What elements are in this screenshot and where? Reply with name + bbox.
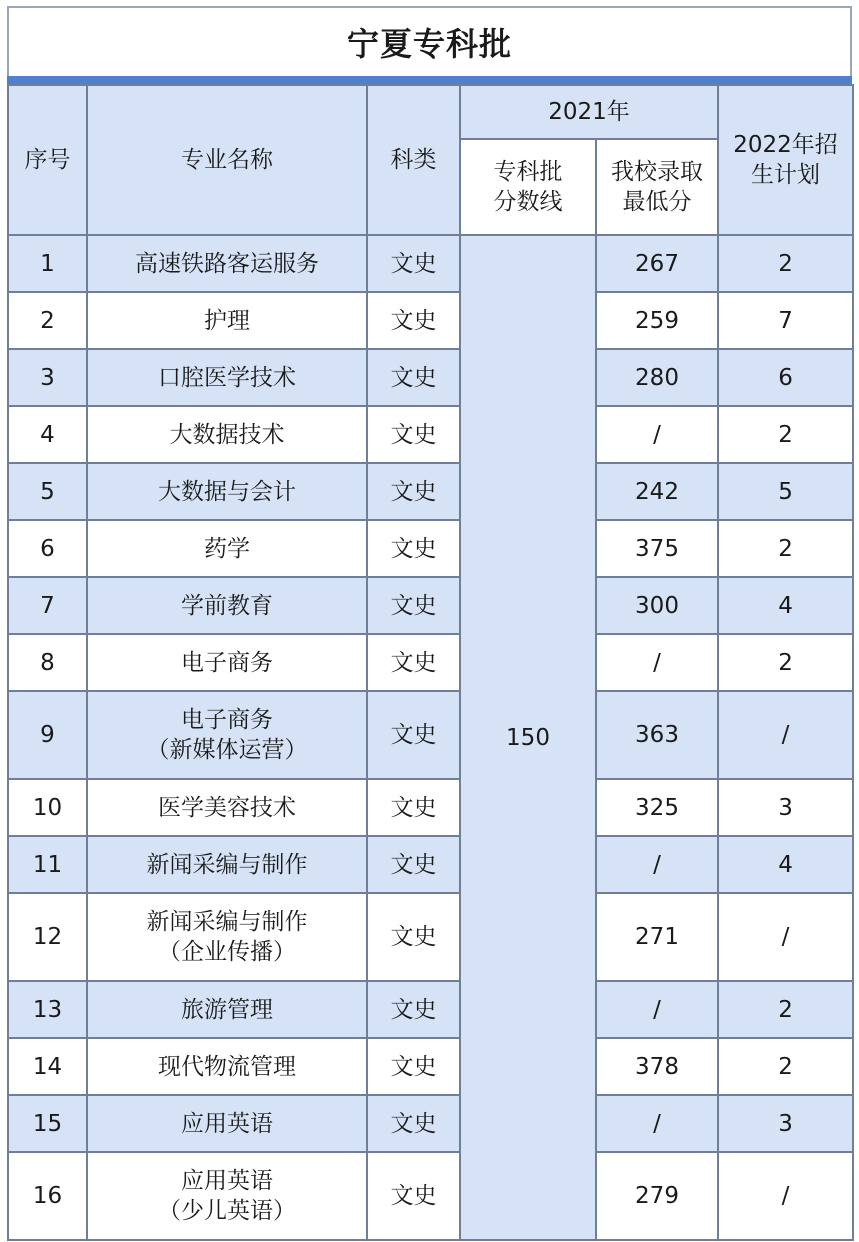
cell-category: 文史 [367,1038,460,1095]
cell-category: 文史 [367,292,460,349]
cell-category: 文史 [367,836,460,893]
header-plan-line: 2022年招 [733,132,838,158]
cell-major [87,577,367,634]
table-row [8,691,853,779]
major-name-line: 新闻采编与制作 [146,909,308,935]
table-row [8,1038,853,1095]
cell-min-score: 267 [596,235,718,292]
cell-seq: 16 [8,1152,87,1240]
cell-min-score: 375 [596,520,718,577]
cell-batch-line: 150 [460,235,596,1240]
header-year-2021: 2021年 [460,85,718,139]
cell-major [87,235,367,292]
cell-min-score: 325 [596,779,718,836]
major-name-line: 学前教育 [181,592,273,619]
major-name-line: （少儿英语） [158,1198,296,1224]
cell-category: 文史 [367,779,460,836]
cell-seq: 11 [8,836,87,893]
cell-category: 文史 [367,691,460,779]
cell-category: 文史 [367,577,460,634]
cell-plan: / [718,893,853,981]
cell-plan: 2 [718,406,853,463]
table-row [8,577,853,634]
major-name-line: （企业传播） [158,939,296,965]
cell-plan: 2 [718,235,853,292]
cell-seq: 8 [8,634,87,691]
major-name-line: 护理 [204,307,250,334]
header-major: 专业名称 [87,85,367,235]
cell-plan: 2 [718,520,853,577]
cell-seq: 9 [8,691,87,779]
table-row [8,893,853,981]
cell-major [87,836,367,893]
major-name-line: 新闻采编与制作 [146,851,308,878]
cell-major [87,292,367,349]
header-plan-line: 生计划 [751,162,821,188]
title-bar [7,6,852,76]
cell-category: 文史 [367,349,460,406]
header-batch-line-text: 分数线 [493,189,563,215]
major-name-line: 电子商务 [181,649,273,676]
table-row [8,634,853,691]
cell-major [87,463,367,520]
header-min-score-text: 我校录取 [611,159,703,185]
cell-major [87,349,367,406]
cell-major [87,893,367,981]
cell-min-score: / [596,634,718,691]
cell-category: 文史 [367,634,460,691]
major-name-line: 口腔医学技术 [158,364,296,391]
cell-seq: 12 [8,893,87,981]
cell-plan: 5 [718,463,853,520]
cell-min-score: 280 [596,349,718,406]
cell-major [87,406,367,463]
cell-plan: 4 [718,577,853,634]
cell-seq: 5 [8,463,87,520]
cell-seq: 4 [8,406,87,463]
header-batch-line [460,139,596,235]
cell-min-score: 271 [596,893,718,981]
header-category: 科类 [367,85,460,235]
table-row [8,406,853,463]
cell-major [87,981,367,1038]
cell-min-score: 300 [596,577,718,634]
table-row [8,1095,853,1152]
table-row [8,981,853,1038]
cell-major [87,691,367,779]
major-name-line: 电子商务 [181,707,273,733]
cell-category: 文史 [367,1095,460,1152]
cell-category: 文史 [367,1152,460,1240]
cell-major [87,1095,367,1152]
header-plan-2022 [718,85,853,235]
table-row [8,779,853,836]
cell-category: 文史 [367,406,460,463]
cell-seq: 3 [8,349,87,406]
cell-category: 文史 [367,463,460,520]
cell-category: 文史 [367,981,460,1038]
cell-min-score: / [596,1095,718,1152]
cell-plan: 6 [718,349,853,406]
cell-major [87,1038,367,1095]
table-row [8,463,853,520]
cell-min-score: / [596,836,718,893]
cell-plan: 2 [718,981,853,1038]
cell-seq: 6 [8,520,87,577]
cell-min-score: 259 [596,292,718,349]
cell-plan: 3 [718,1095,853,1152]
cell-seq: 14 [8,1038,87,1095]
header-min-score [596,139,718,235]
admission-table [7,84,854,1241]
cell-seq: 1 [8,235,87,292]
table-row [8,235,853,292]
major-name-line: 应用英语 [181,1168,273,1194]
cell-major [87,1152,367,1240]
cell-min-score: 378 [596,1038,718,1095]
cell-plan: / [718,1152,853,1240]
page-title: 宁夏专科批 [346,25,512,63]
cell-min-score: 279 [596,1152,718,1240]
cell-plan: 3 [718,779,853,836]
major-name-line: 大数据与会计 [158,478,296,505]
cell-seq: 13 [8,981,87,1038]
cell-category: 文史 [367,235,460,292]
major-name-line: （新媒体运营） [146,737,308,763]
title-rule [7,76,852,84]
table-row [8,1152,853,1240]
cell-min-score: 242 [596,463,718,520]
cell-major [87,520,367,577]
major-name-line: 高速铁路客运服务 [135,250,319,277]
table-row [8,349,853,406]
header-seq: 序号 [8,85,87,235]
major-name-line: 应用英语 [181,1110,273,1137]
cell-plan: 4 [718,836,853,893]
cell-category: 文史 [367,520,460,577]
cell-plan: 2 [718,634,853,691]
major-name-line: 现代物流管理 [158,1053,296,1080]
cell-major [87,779,367,836]
cell-min-score: / [596,981,718,1038]
major-name-line: 药学 [204,535,250,562]
table-row [8,292,853,349]
cell-min-score: / [596,406,718,463]
table-body [8,235,853,1240]
cell-category: 文史 [367,893,460,981]
cell-plan: 7 [718,292,853,349]
major-name-line: 大数据技术 [169,421,285,448]
cell-seq: 15 [8,1095,87,1152]
cell-plan: 2 [718,1038,853,1095]
cell-major [87,634,367,691]
cell-plan: / [718,691,853,779]
table-row [8,520,853,577]
header-min-score-text: 最低分 [622,189,692,215]
major-name-line: 旅游管理 [181,996,273,1023]
cell-min-score: 363 [596,691,718,779]
major-name-line: 医学美容技术 [158,794,296,821]
cell-seq: 2 [8,292,87,349]
cell-seq: 7 [8,577,87,634]
header-batch-line-text: 专科批 [493,159,563,185]
table-row [8,836,853,893]
cell-seq: 10 [8,779,87,836]
